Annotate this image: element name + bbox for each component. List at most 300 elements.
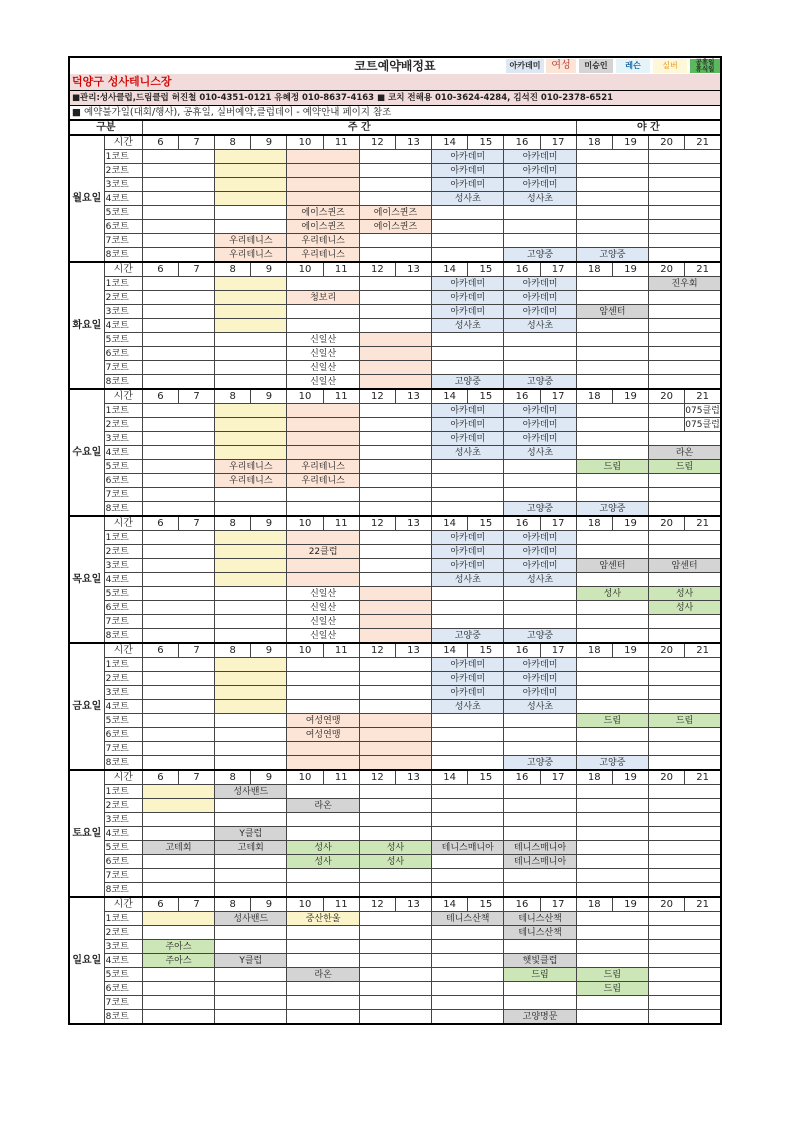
slot-cell[interactable] <box>359 192 431 206</box>
slot-cell[interactable] <box>504 940 576 954</box>
slot-cell[interactable] <box>287 531 359 545</box>
slot-cell[interactable] <box>142 545 214 559</box>
slot-cell[interactable] <box>432 206 504 220</box>
booking-cell[interactable]: 아카데미 <box>432 531 504 545</box>
slot-cell[interactable] <box>432 926 504 940</box>
slot-cell[interactable] <box>649 968 721 982</box>
slot-cell[interactable] <box>359 545 431 559</box>
booking-cell[interactable]: 테니스산책 <box>432 912 504 926</box>
slot-cell[interactable] <box>215 940 287 954</box>
booking-cell[interactable]: 우리테니스 <box>215 460 287 474</box>
slot-cell[interactable] <box>359 432 431 446</box>
slot-cell[interactable] <box>359 404 431 418</box>
slot-cell[interactable] <box>215 714 287 728</box>
slot-cell[interactable] <box>359 785 431 799</box>
slot-cell[interactable] <box>142 502 214 517</box>
slot-cell[interactable] <box>359 502 431 517</box>
slot-cell[interactable] <box>359 150 431 164</box>
slot-cell[interactable] <box>359 615 431 629</box>
slot-cell[interactable] <box>142 220 214 234</box>
booking-cell[interactable]: 테니스매니아 <box>504 855 576 869</box>
slot-cell[interactable] <box>649 432 721 446</box>
slot-cell[interactable] <box>215 545 287 559</box>
slot-cell[interactable] <box>504 474 576 488</box>
slot-cell[interactable] <box>142 785 214 799</box>
slot-cell[interactable] <box>576 855 648 869</box>
booking-cell[interactable]: 075클럽 <box>685 405 720 416</box>
slot-cell[interactable] <box>142 1010 214 1025</box>
slot-cell[interactable] <box>142 996 214 1010</box>
slot-cell[interactable] <box>142 206 214 220</box>
slot-cell[interactable] <box>576 531 648 545</box>
booking-cell[interactable]: 드림 <box>576 982 648 996</box>
slot-cell[interactable] <box>215 432 287 446</box>
slot-cell[interactable] <box>504 488 576 502</box>
slot-cell[interactable] <box>215 996 287 1010</box>
booking-cell[interactable]: 우리테니스 <box>287 460 359 474</box>
slot-cell[interactable] <box>432 827 504 841</box>
booking-cell[interactable]: 드림 <box>504 968 576 982</box>
slot-cell[interactable] <box>432 869 504 883</box>
slot-cell[interactable] <box>359 742 431 756</box>
slot-cell[interactable] <box>432 996 504 1010</box>
slot-cell[interactable] <box>287 996 359 1010</box>
booking-cell[interactable]: 아카데미 <box>432 404 504 418</box>
slot-cell[interactable] <box>215 615 287 629</box>
slot-cell[interactable] <box>576 234 648 248</box>
slot-cell[interactable] <box>215 700 287 714</box>
slot-cell[interactable] <box>576 474 648 488</box>
booking-cell[interactable]: 아카데미 <box>504 531 576 545</box>
booking-cell[interactable]: 아카데미 <box>504 658 576 672</box>
slot-cell[interactable] <box>287 150 359 164</box>
booking-cell[interactable]: 고양중 <box>576 248 648 263</box>
slot-cell[interactable] <box>432 982 504 996</box>
slot-cell[interactable] <box>215 206 287 220</box>
slot-cell[interactable] <box>576 150 648 164</box>
slot-cell[interactable] <box>287 502 359 517</box>
slot-cell[interactable] <box>649 305 721 319</box>
slot-cell[interactable] <box>649 474 721 488</box>
booking-cell[interactable]: 라온 <box>649 446 721 460</box>
booking-cell[interactable]: Y클럽 <box>215 827 287 841</box>
slot-cell[interactable] <box>432 361 504 375</box>
slot-cell[interactable] <box>649 742 721 756</box>
slot-cell[interactable] <box>215 488 287 502</box>
slot-cell[interactable] <box>432 601 504 615</box>
slot-cell[interactable] <box>359 629 431 644</box>
booking-cell[interactable]: 에이스퀸즈 <box>287 220 359 234</box>
slot-cell[interactable] <box>576 996 648 1010</box>
slot-cell[interactable] <box>359 714 431 728</box>
slot-cell[interactable] <box>432 714 504 728</box>
slot-cell[interactable] <box>215 502 287 517</box>
slot-cell[interactable] <box>576 277 648 291</box>
slot-cell[interactable] <box>215 883 287 898</box>
slot-cell[interactable] <box>576 347 648 361</box>
slot-cell[interactable] <box>649 615 721 629</box>
slot-cell[interactable] <box>649 531 721 545</box>
slot-cell[interactable] <box>215 728 287 742</box>
slot-cell[interactable] <box>576 926 648 940</box>
slot-cell[interactable] <box>142 375 214 390</box>
slot-cell[interactable] <box>359 601 431 615</box>
booking-cell[interactable]: 아카데미 <box>504 432 576 446</box>
slot-cell[interactable] <box>215 375 287 390</box>
slot-cell[interactable] <box>576 883 648 898</box>
booking-cell[interactable]: 중산한울 <box>287 912 359 926</box>
slot-cell[interactable] <box>215 573 287 587</box>
slot-cell[interactable] <box>576 375 648 390</box>
booking-cell[interactable]: 성사밴드 <box>215 912 287 926</box>
slot-cell[interactable] <box>287 686 359 700</box>
slot-cell[interactable] <box>142 460 214 474</box>
booking-cell[interactable]: 성사초 <box>432 192 504 206</box>
slot-cell[interactable] <box>649 291 721 305</box>
slot-cell[interactable] <box>576 319 648 333</box>
slot-cell[interactable] <box>215 305 287 319</box>
booking-cell[interactable]: 우리테니스 <box>287 234 359 248</box>
slot-cell[interactable] <box>576 940 648 954</box>
slot-cell[interactable] <box>215 813 287 827</box>
booking-cell[interactable]: 성사초 <box>504 192 576 206</box>
slot-cell[interactable] <box>432 728 504 742</box>
booking-cell[interactable]: 아카데미 <box>432 658 504 672</box>
slot-cell[interactable] <box>504 813 576 827</box>
booking-cell[interactable]: 고양명문 <box>504 1010 576 1025</box>
slot-cell[interactable] <box>359 587 431 601</box>
booking-cell[interactable]: 아카데미 <box>504 164 576 178</box>
booking-cell[interactable]: 드림 <box>576 460 648 474</box>
slot-cell[interactable] <box>649 855 721 869</box>
slot-cell[interactable] <box>215 559 287 573</box>
slot-cell[interactable] <box>432 615 504 629</box>
slot-cell[interactable] <box>142 418 214 432</box>
booking-cell[interactable]: 테니스매니아 <box>504 841 576 855</box>
booking-cell[interactable]: 075클럽 <box>685 419 720 430</box>
slot-cell[interactable] <box>576 912 648 926</box>
slot-cell[interactable] <box>649 799 721 813</box>
slot-cell[interactable] <box>142 799 214 813</box>
slot-cell[interactable] <box>649 686 721 700</box>
booking-cell[interactable]: 드림 <box>649 714 721 728</box>
slot-cell[interactable] <box>287 192 359 206</box>
booking-cell[interactable]: 아카데미 <box>432 305 504 319</box>
slot-cell[interactable] <box>142 813 214 827</box>
slot-cell[interactable] <box>432 954 504 968</box>
slot-cell[interactable] <box>287 813 359 827</box>
slot-cell[interactable] <box>359 686 431 700</box>
slot-cell[interactable] <box>215 192 287 206</box>
slot-cell[interactable] <box>649 573 721 587</box>
slot-cell[interactable] <box>432 855 504 869</box>
slot-cell[interactable] <box>576 742 648 756</box>
slot-cell[interactable] <box>432 940 504 954</box>
slot-cell[interactable] <box>432 474 504 488</box>
slot-cell[interactable] <box>576 432 648 446</box>
slot-cell[interactable] <box>142 277 214 291</box>
slot-cell[interactable] <box>576 869 648 883</box>
slot-cell[interactable] <box>215 926 287 940</box>
slot-cell[interactable] <box>649 785 721 799</box>
slot-cell[interactable] <box>142 333 214 347</box>
slot-cell[interactable] <box>215 150 287 164</box>
slot-cell[interactable] <box>142 700 214 714</box>
booking-cell[interactable]: 아카데미 <box>432 545 504 559</box>
slot-cell[interactable] <box>504 714 576 728</box>
slot-cell[interactable] <box>215 672 287 686</box>
slot-cell[interactable] <box>649 728 721 742</box>
slot-cell[interactable] <box>215 277 287 291</box>
slot-cell[interactable] <box>287 827 359 841</box>
slot-cell[interactable] <box>359 799 431 813</box>
slot-cell[interactable] <box>287 742 359 756</box>
slot-cell[interactable] <box>432 785 504 799</box>
slot-cell[interactable] <box>215 658 287 672</box>
booking-cell[interactable]: 신일산 <box>287 601 359 615</box>
slot-cell[interactable] <box>215 333 287 347</box>
booking-cell[interactable]: 아카데미 <box>432 432 504 446</box>
slot-cell[interactable] <box>359 446 431 460</box>
slot-cell[interactable] <box>649 954 721 968</box>
slot-cell[interactable] <box>142 234 214 248</box>
booking-cell[interactable]: 우리테니스 <box>287 474 359 488</box>
booking-cell[interactable]: 성사 <box>576 587 648 601</box>
slot-cell[interactable] <box>359 375 431 390</box>
booking-cell[interactable]: 신일산 <box>287 629 359 644</box>
slot-cell[interactable] <box>649 658 721 672</box>
slot-cell[interactable] <box>576 573 648 587</box>
slot-cell[interactable] <box>504 220 576 234</box>
slot-cell[interactable] <box>504 333 576 347</box>
slot-cell[interactable] <box>649 404 685 418</box>
slot-cell[interactable] <box>504 742 576 756</box>
slot-cell[interactable] <box>142 432 214 446</box>
slot-cell[interactable] <box>504 601 576 615</box>
slot-cell[interactable] <box>287 277 359 291</box>
slot-cell[interactable] <box>359 700 431 714</box>
slot-cell[interactable] <box>432 220 504 234</box>
slot-cell[interactable] <box>142 742 214 756</box>
booking-cell[interactable]: 청보리 <box>287 291 359 305</box>
slot-cell[interactable] <box>576 164 648 178</box>
booking-cell[interactable]: 성사초 <box>504 319 576 333</box>
slot-cell[interactable] <box>504 799 576 813</box>
slot-cell[interactable] <box>359 982 431 996</box>
booking-cell[interactable]: 에이스퀸즈 <box>287 206 359 220</box>
slot-cell[interactable] <box>649 869 721 883</box>
slot-cell[interactable] <box>287 883 359 898</box>
slot-cell[interactable] <box>215 404 287 418</box>
slot-cell[interactable] <box>576 629 648 644</box>
booking-cell[interactable]: 성사초 <box>504 700 576 714</box>
slot-cell[interactable] <box>576 785 648 799</box>
booking-cell[interactable]: 성사 <box>359 855 431 869</box>
slot-cell[interactable] <box>142 756 214 771</box>
slot-cell[interactable] <box>287 418 359 432</box>
slot-cell[interactable] <box>504 206 576 220</box>
slot-cell[interactable] <box>359 474 431 488</box>
booking-cell[interactable]: 아카데미 <box>504 291 576 305</box>
slot-cell[interactable] <box>287 926 359 940</box>
slot-cell[interactable] <box>215 178 287 192</box>
slot-cell[interactable] <box>142 361 214 375</box>
slot-cell[interactable] <box>287 658 359 672</box>
slot-cell[interactable] <box>432 347 504 361</box>
slot-cell[interactable] <box>142 968 214 982</box>
slot-cell[interactable] <box>142 150 214 164</box>
slot-cell[interactable] <box>142 883 214 898</box>
booking-cell[interactable]: 고테회 <box>215 841 287 855</box>
slot-cell[interactable] <box>287 756 359 771</box>
slot-cell[interactable] <box>359 728 431 742</box>
slot-cell[interactable] <box>576 291 648 305</box>
slot-cell[interactable] <box>432 756 504 771</box>
slot-cell[interactable] <box>142 404 214 418</box>
slot-cell[interactable] <box>215 220 287 234</box>
booking-cell[interactable]: 아카데미 <box>432 686 504 700</box>
slot-cell[interactable] <box>215 347 287 361</box>
slot-cell[interactable] <box>576 841 648 855</box>
booking-cell[interactable]: 암센터 <box>576 305 648 319</box>
slot-cell[interactable] <box>576 615 648 629</box>
booking-cell[interactable]: 고양중 <box>504 756 576 771</box>
slot-cell[interactable] <box>215 319 287 333</box>
slot-cell[interactable] <box>649 248 721 263</box>
slot-cell[interactable] <box>649 700 721 714</box>
slot-cell[interactable] <box>649 375 721 390</box>
booking-cell[interactable]: 아카데미 <box>504 150 576 164</box>
slot-cell[interactable] <box>287 573 359 587</box>
booking-cell[interactable]: 22클럽 <box>287 545 359 559</box>
booking-cell[interactable]: 고양중 <box>432 375 504 390</box>
slot-cell[interactable] <box>576 333 648 347</box>
slot-cell[interactable] <box>649 150 721 164</box>
booking-cell[interactable]: 고양중 <box>504 375 576 390</box>
slot-cell[interactable] <box>359 672 431 686</box>
slot-cell[interactable] <box>576 728 648 742</box>
slot-cell[interactable] <box>215 164 287 178</box>
slot-cell[interactable] <box>287 432 359 446</box>
booking-cell[interactable]: 테니스산책 <box>504 912 576 926</box>
slot-cell[interactable] <box>504 827 576 841</box>
slot-cell[interactable] <box>359 418 431 432</box>
slot-cell[interactable] <box>576 658 648 672</box>
booking-cell[interactable]: 아카데미 <box>504 277 576 291</box>
booking-cell[interactable]: 드림 <box>576 714 648 728</box>
slot-cell[interactable] <box>359 954 431 968</box>
slot-cell[interactable] <box>432 883 504 898</box>
slot-cell[interactable] <box>359 869 431 883</box>
booking-cell[interactable]: 아카데미 <box>504 672 576 686</box>
slot-cell[interactable] <box>576 601 648 615</box>
slot-cell[interactable] <box>142 615 214 629</box>
slot-cell[interactable] <box>359 347 431 361</box>
slot-cell[interactable] <box>432 234 504 248</box>
slot-cell[interactable] <box>504 869 576 883</box>
booking-cell[interactable]: 고테회 <box>142 841 214 855</box>
slot-cell[interactable] <box>504 785 576 799</box>
booking-cell[interactable]: 신일산 <box>287 375 359 390</box>
slot-cell[interactable] <box>142 686 214 700</box>
slot-cell[interactable] <box>649 206 721 220</box>
slot-cell[interactable] <box>215 686 287 700</box>
slot-cell[interactable] <box>649 841 721 855</box>
slot-cell[interactable] <box>504 347 576 361</box>
slot-cell[interactable] <box>142 658 214 672</box>
slot-cell[interactable] <box>649 333 721 347</box>
booking-cell[interactable]: 에이스퀸즈 <box>359 206 431 220</box>
slot-cell[interactable] <box>432 502 504 517</box>
booking-cell[interactable]: 아카데미 <box>504 559 576 573</box>
slot-cell[interactable] <box>287 559 359 573</box>
slot-cell[interactable] <box>649 813 721 827</box>
slot-cell[interactable] <box>142 672 214 686</box>
slot-cell[interactable] <box>504 728 576 742</box>
slot-cell[interactable] <box>142 573 214 587</box>
slot-cell[interactable] <box>432 460 504 474</box>
slot-cell[interactable] <box>142 446 214 460</box>
slot-cell[interactable] <box>576 700 648 714</box>
slot-cell[interactable] <box>359 234 431 248</box>
booking-cell[interactable]: 아카데미 <box>432 150 504 164</box>
slot-cell[interactable] <box>142 347 214 361</box>
slot-cell[interactable] <box>576 404 648 418</box>
slot-cell[interactable] <box>215 531 287 545</box>
slot-cell[interactable] <box>649 502 721 517</box>
booking-cell[interactable]: 성사초 <box>432 573 504 587</box>
slot-cell[interactable] <box>432 248 504 263</box>
slot-cell[interactable] <box>287 982 359 996</box>
booking-cell[interactable]: 아카데미 <box>504 178 576 192</box>
booking-cell[interactable]: 아카데미 <box>432 672 504 686</box>
slot-cell[interactable] <box>142 559 214 573</box>
slot-cell[interactable] <box>359 883 431 898</box>
slot-cell[interactable] <box>142 305 214 319</box>
booking-cell[interactable]: 드림 <box>649 460 721 474</box>
slot-cell[interactable] <box>504 587 576 601</box>
slot-cell[interactable] <box>215 587 287 601</box>
slot-cell[interactable] <box>215 756 287 771</box>
slot-cell[interactable] <box>359 573 431 587</box>
slot-cell[interactable] <box>215 1010 287 1025</box>
slot-cell[interactable] <box>649 192 721 206</box>
slot-cell[interactable] <box>576 220 648 234</box>
slot-cell[interactable] <box>504 615 576 629</box>
booking-cell[interactable]: 신일산 <box>287 347 359 361</box>
slot-cell[interactable] <box>142 728 214 742</box>
booking-cell[interactable]: 라온 <box>287 799 359 813</box>
booking-cell[interactable]: 아카데미 <box>504 404 576 418</box>
slot-cell[interactable] <box>649 361 721 375</box>
booking-cell[interactable]: Y클럽 <box>215 954 287 968</box>
slot-cell[interactable] <box>649 629 721 644</box>
slot-cell[interactable] <box>576 799 648 813</box>
booking-cell[interactable]: 테니스매니아 <box>432 841 504 855</box>
slot-cell[interactable] <box>432 333 504 347</box>
booking-cell[interactable]: 신일산 <box>287 587 359 601</box>
slot-cell[interactable] <box>359 361 431 375</box>
slot-cell[interactable] <box>215 629 287 644</box>
slot-cell[interactable] <box>576 418 648 432</box>
booking-cell[interactable]: 성사초 <box>504 573 576 587</box>
slot-cell[interactable] <box>359 291 431 305</box>
booking-cell[interactable]: 아카데미 <box>504 686 576 700</box>
slot-cell[interactable] <box>215 869 287 883</box>
slot-cell[interactable] <box>649 672 721 686</box>
slot-cell[interactable] <box>359 756 431 771</box>
booking-cell[interactable]: 신일산 <box>287 361 359 375</box>
